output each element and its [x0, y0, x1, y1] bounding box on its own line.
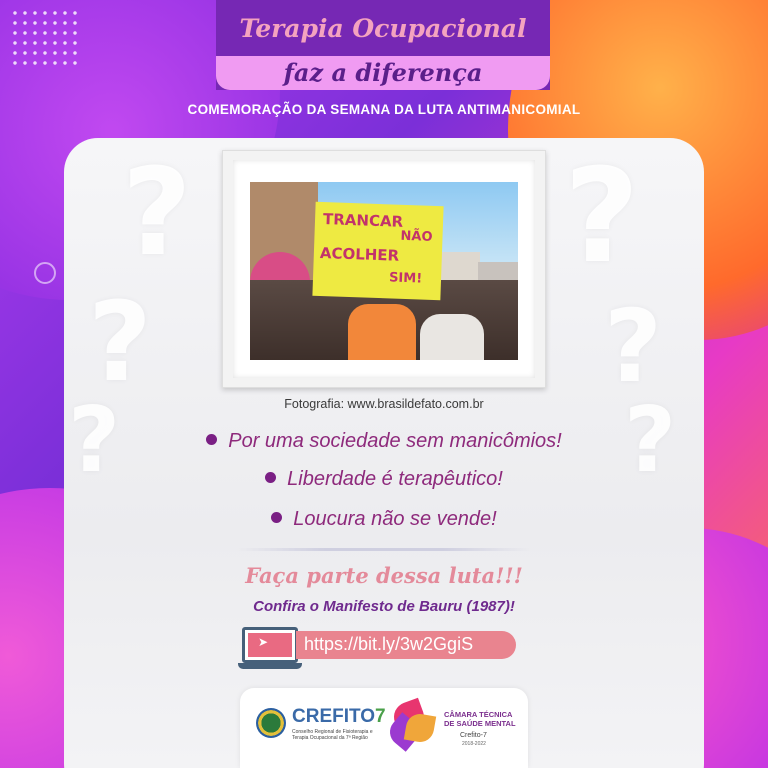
- slogan-text: Liberdade é terapêutico!: [287, 468, 503, 490]
- event-subtitle: COMEMORAÇÃO DA SEMANA DA LUTA ANTIMANICOMIAL: [187, 102, 581, 117]
- divider: [236, 548, 532, 551]
- title-line-2: faz a diferença: [283, 58, 483, 87]
- photo-protester-orange-shirt: [348, 304, 416, 360]
- crefito-number: 7: [375, 706, 386, 727]
- dot-grid-decoration: [10, 8, 80, 68]
- mental-health-flower-logo: [388, 698, 438, 750]
- protest-photo: [250, 182, 518, 360]
- sign-word: NÃO: [400, 228, 433, 245]
- slogan-item: [0, 430, 768, 453]
- photo-protester-white-shirt: [420, 314, 484, 360]
- bullet-dot-icon: [206, 434, 217, 445]
- crefito-name: CREFITO: [292, 706, 376, 727]
- slogan-text: Loucura não se vende!: [293, 508, 497, 530]
- sign-word: TRANCAR: [322, 210, 404, 231]
- sign-word: SIM!: [388, 270, 423, 287]
- laptop-icon: [238, 627, 302, 671]
- question-mark-decoration: ?: [624, 388, 677, 493]
- cta-subline: Confira o Manifesto de Bauru (1987)!: [253, 598, 515, 615]
- camara-tecnica-title: CÂMARA TÉCNICA DE SAÚDE MENTAL: [444, 710, 516, 728]
- laptop-screen-inner: [248, 633, 292, 657]
- photo-credit: Fotografia: www.brasildefato.com.br: [284, 397, 484, 411]
- ring-decoration: [34, 262, 56, 284]
- question-mark-decoration: ?: [122, 144, 192, 283]
- crefito-description: Conselho Regional de Fisioterapia e Terapia Ocupacional da 7ª Região: [292, 729, 373, 741]
- question-mark-decoration: ?: [604, 288, 663, 405]
- crefito-logo-text: [292, 706, 386, 728]
- crefito-coat-of-arms-icon: [256, 708, 286, 738]
- manifesto-link[interactable]: https://bit.ly/3w2GgiS: [304, 634, 474, 654]
- cta-headline: Faça parte dessa luta!!!: [245, 563, 523, 588]
- slogan-text: Por uma sociedade sem manicômios!: [228, 430, 562, 452]
- camara-tecnica-org: Crefito-7: [460, 732, 487, 739]
- sign-word: ACOLHER: [319, 243, 400, 265]
- camara-tecnica-years: 2018-2022: [462, 741, 486, 747]
- laptop-base: [238, 663, 302, 669]
- protest-sign: [312, 202, 443, 300]
- laptop-screen: [242, 627, 298, 663]
- question-mark-decoration: ?: [68, 388, 121, 493]
- slogan-item: [0, 468, 768, 491]
- title-line-1: Terapia Ocupacional: [239, 14, 527, 43]
- bullet-dot-icon: [271, 512, 282, 523]
- slogan-item: [0, 508, 768, 531]
- question-mark-decoration: ?: [88, 278, 152, 406]
- cursor-icon: ➤: [258, 635, 269, 649]
- bullet-dot-icon: [265, 472, 276, 483]
- question-mark-decoration: ?: [564, 140, 640, 292]
